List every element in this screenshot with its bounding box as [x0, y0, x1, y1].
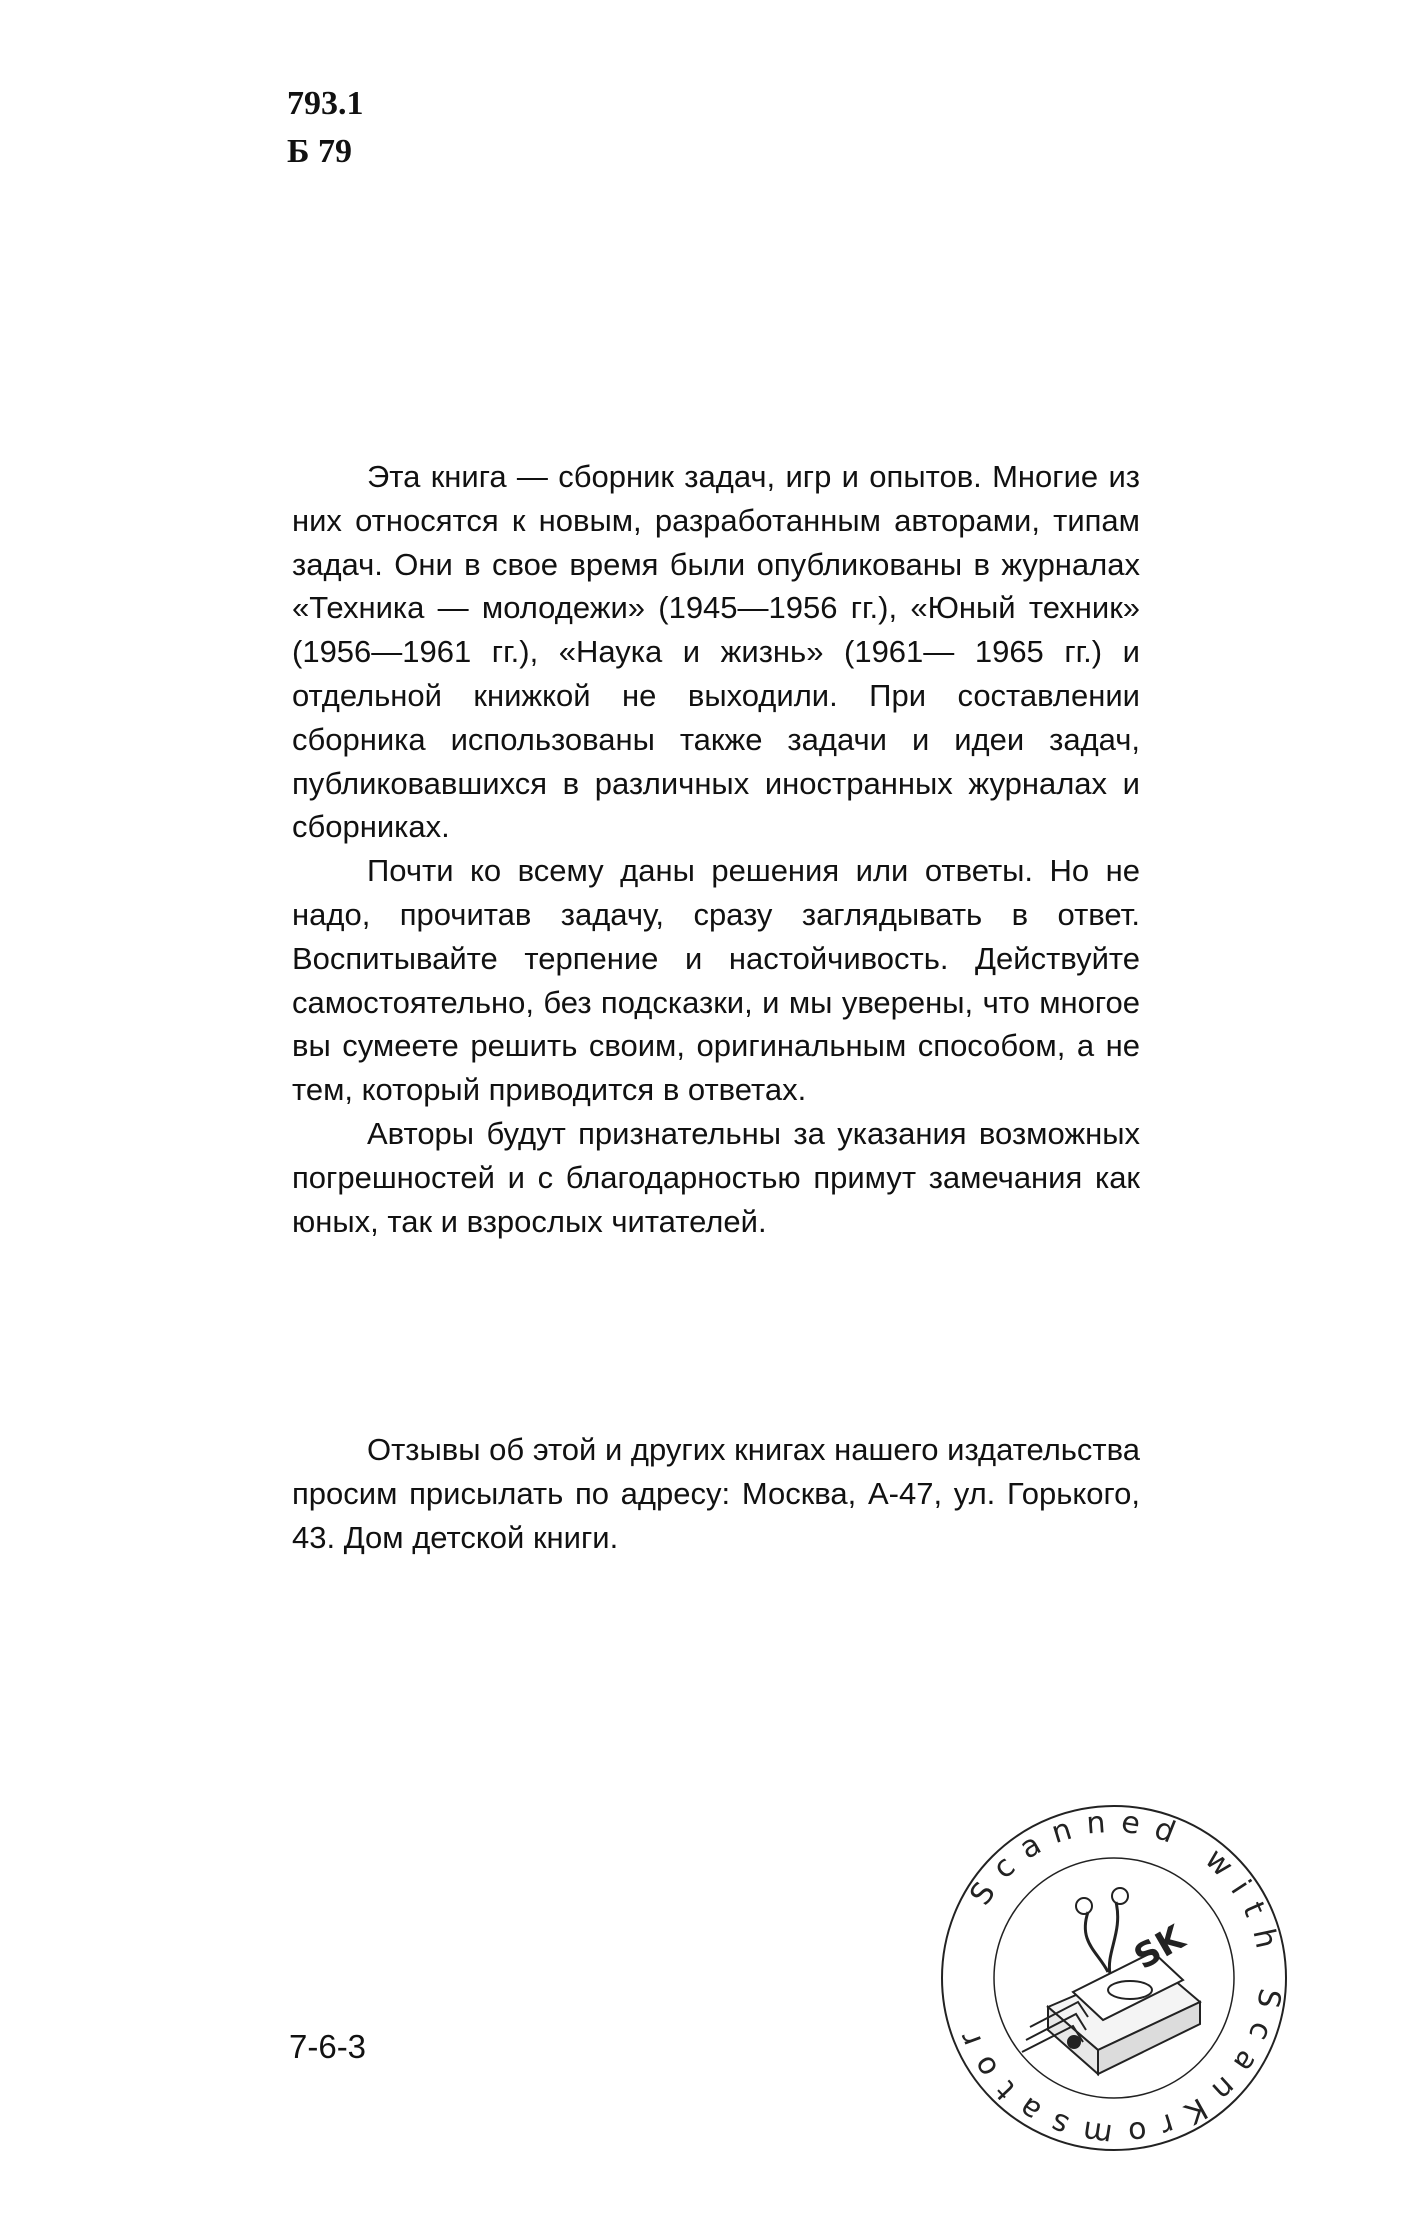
main-text: [292, 455, 1140, 1243]
stamp-center-text: SK: [1127, 1917, 1192, 1978]
address-paragraph: Отзывы об этой и других книгах нашего издательства просим присылать по адресу: Москва, А-47, ул. Горького, 43. Дом детской книги.: [292, 1432, 1140, 1555]
print-code: 7-6-3: [289, 2028, 367, 2065]
stamp-ring-text: Scanned with ScanKromsator: [947, 1804, 1288, 2153]
address-block: [292, 1428, 1140, 1560]
paragraph: Почти ко всему даны решения или ответы. Но не надо, прочитав задачу, сразу заглядывать в ответ. Воспитывайте терпение и настойчивость. Действуйте самостоятельно, без подсказки, и мы уверены, что многое вы сумеете решить своим, оригинальным способом, а не тем, который приводится в ответах.: [292, 853, 1140, 1108]
scanner-stamp: [938, 1802, 1290, 2154]
classification-code: [287, 80, 364, 176]
paragraph: Эта книга — сборник задач, игр и опытов. Многие из них относятся к новым, разработанным авторами, типам задач. Они в свое время были опубликованы в журналах «Техника — молодежи» (1945—1956 гг.), «Юный техник» (1956—1961 гг.), «Наука и жизнь» (1961— 1965 гг.) и отдельной книжкой не выходили. При составлении сборника использованы также задачи и идеи задач, публиковавшихся в различных иностранных журналах и сборниках.: [292, 459, 1140, 845]
paragraph: Авторы будут признательны за указания возможных погрешностей и с благодарностью примут замечания как юных, так и взрослых читателей.: [292, 1115, 1140, 1239]
stamp-icon: [938, 1802, 1290, 2154]
author-mark: Б 79: [287, 133, 352, 170]
udc-code: 793.1: [287, 85, 364, 122]
scanner-icon: [1022, 1888, 1200, 2074]
